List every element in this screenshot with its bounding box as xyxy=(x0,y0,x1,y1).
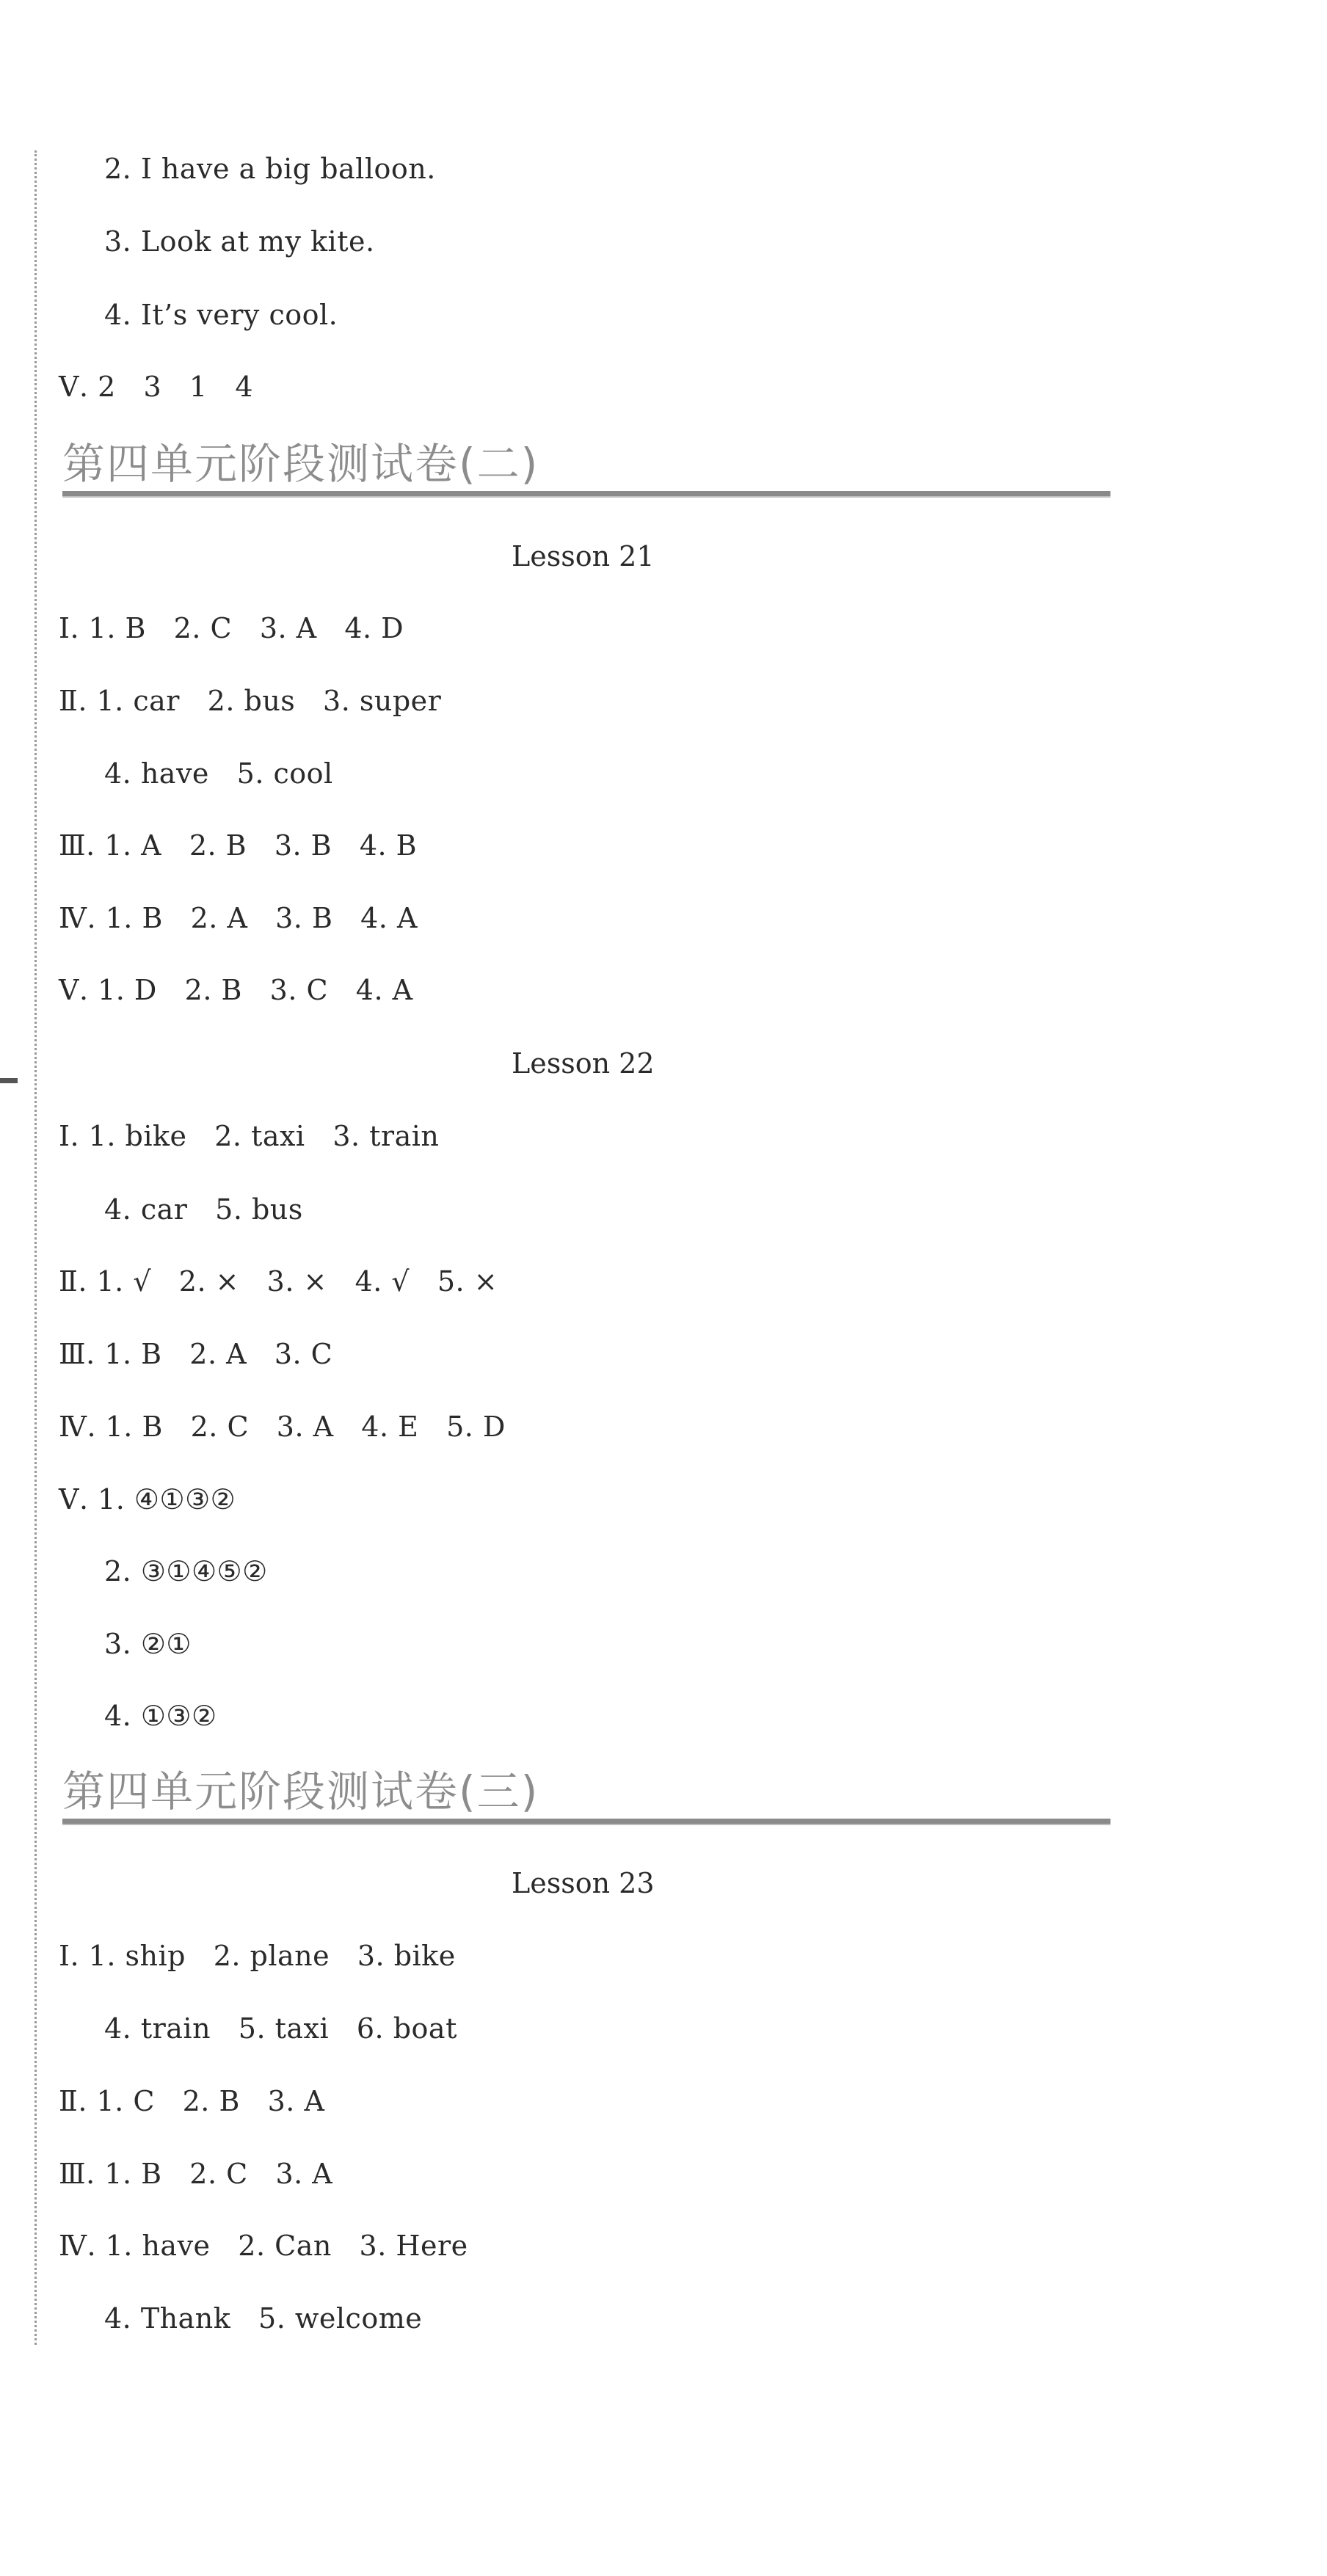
answer-line: Ⅳ. 1. B 2. C 3. A 4. E 5. D xyxy=(59,1411,506,1443)
answer-line: Ⅴ. 2 3 1 4 xyxy=(59,371,254,403)
binding-dotted-line xyxy=(34,150,37,2345)
section-heading xyxy=(62,1765,1110,1824)
answer-line: Ⅰ. 1. bike 2. taxi 3. train xyxy=(59,1120,440,1152)
answer-line: Ⅴ. 1. ④①③② xyxy=(59,1483,236,1516)
answer-line: Ⅲ. 1. B 2. A 3. C xyxy=(59,1338,333,1370)
answer-line: 2. ③①④⑤② xyxy=(104,1555,268,1587)
margin-tick-mark xyxy=(0,1078,18,1083)
answer-line: 3. ②① xyxy=(104,1628,192,1660)
lesson-title: Lesson 23 xyxy=(512,1867,655,1899)
answer-line: 4. It’s very cool. xyxy=(104,299,338,331)
answer-line: Ⅲ. 1. B 2. C 3. A xyxy=(59,2158,333,2190)
answer-line: 4. train 5. taxi 6. boat xyxy=(104,2012,457,2045)
answer-line: Ⅳ. 1. have 2. Can 3. Here xyxy=(59,2230,468,2262)
section-heading-text: 第四单元阶段测试卷(二) xyxy=(62,439,539,489)
answer-line: 4. have 5. cool xyxy=(104,757,333,790)
answer-line: 4. car 5. bus xyxy=(104,1193,303,1226)
answer-line: 2. I have a big balloon. xyxy=(104,153,436,185)
section-heading xyxy=(62,437,1110,496)
answer-line: Ⅱ. 1. √ 2. × 3. × 4. √ 5. × xyxy=(59,1265,498,1298)
answer-line: Ⅲ. 1. A 2. B 3. B 4. B xyxy=(59,829,418,862)
answer-line: Ⅱ. 1. C 2. B 3. A xyxy=(59,2085,325,2117)
answer-line: 4. Thank 5. welcome xyxy=(104,2302,423,2335)
section-heading-text: 第四单元阶段测试卷(三) xyxy=(62,1767,539,1816)
answer-line: 3. Look at my kite. xyxy=(104,225,375,258)
answer-line: Ⅳ. 1. B 2. A 3. B 4. A xyxy=(59,902,418,934)
answer-line: Ⅴ. 1. D 2. B 3. C 4. A xyxy=(59,974,413,1006)
answer-line: 4. ①③② xyxy=(104,1700,217,1732)
lesson-title: Lesson 22 xyxy=(512,1047,655,1080)
answer-line: Ⅱ. 1. car 2. bus 3. super xyxy=(59,685,442,717)
lesson-title: Lesson 21 xyxy=(512,540,655,572)
section-heading-rule xyxy=(62,1819,1110,1825)
answer-line: Ⅰ. 1. B 2. C 3. A 4. D xyxy=(59,612,404,644)
section-heading-rule xyxy=(62,491,1110,498)
answer-line: Ⅰ. 1. ship 2. plane 3. bike xyxy=(59,1940,456,1972)
